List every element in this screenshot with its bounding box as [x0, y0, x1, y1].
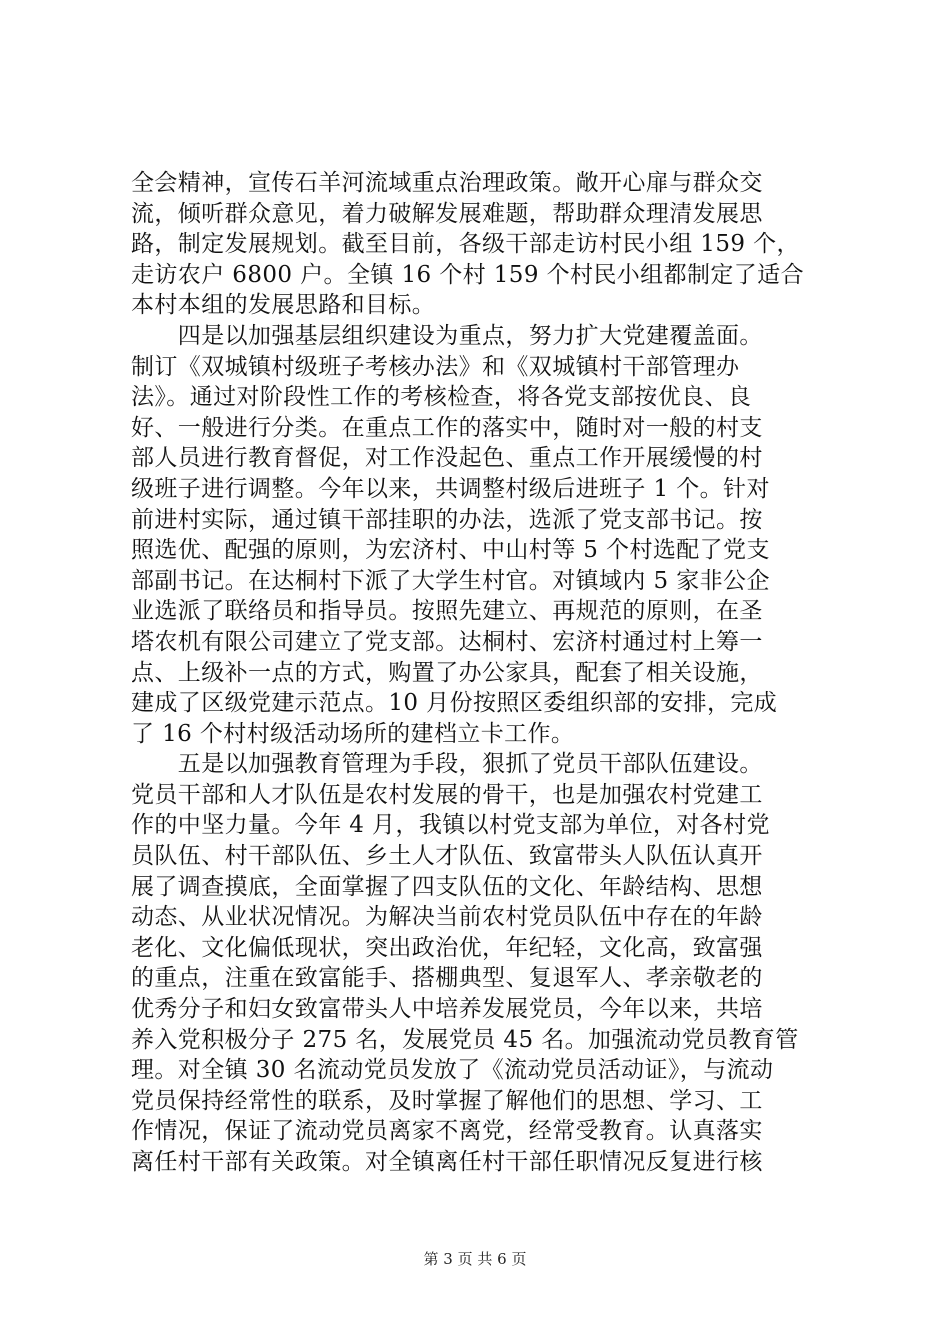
text-line: 动态、从业状况情况。为解决当前农村党员队伍中存在的年龄 — [131, 904, 763, 931]
text-line: 五是以加强教育管理为手段，狠抓了党员干部队伍建设。 — [131, 751, 763, 778]
text-line: 级班子进行调整。今年以来，共调整村级后进班子 1 个。针对 — [131, 475, 770, 502]
text-line: 走访农户 6800 户。全镇 16 个村 159 个村民小组都制定了适合 — [131, 261, 804, 288]
text-line: 员队伍、村干部队伍、乡土人才队伍、致富带头人队伍认真开 — [131, 843, 763, 870]
text-line: 老化、文化偏低现状，突出政治优，年纪轻，文化高，致富强 — [131, 934, 763, 961]
text-line: 本村本组的发展思路和目标。 — [131, 292, 436, 319]
text-line: 优秀分子和妇女致富带头人中培养发展党员，今年以来，共培 — [131, 996, 763, 1023]
text-line: 业选派了联络员和指导员。按照先建立、再规范的原则，在圣 — [131, 598, 763, 625]
text-line: 部副书记。在达桐村下派了大学生村官。对镇域内 5 家非公企 — [131, 567, 770, 594]
text-line: 好、一般进行分类。在重点工作的落实中，随时对一般的村支 — [131, 414, 763, 441]
text-line: 法》。通过对阶段性工作的考核检查，将各党支部按优良、良 — [131, 384, 752, 411]
text-line: 了 16 个村村级活动场所的建档立卡工作。 — [131, 720, 575, 747]
text-line: 离任村干部有关政策。对全镇离任村干部任职情况反复进行核 — [131, 1149, 763, 1175]
text-line: 展了调查摸底，全面掌握了四支队伍的文化、年龄结构、思想 — [131, 873, 763, 900]
text-line: 养入党积极分子 275 名，发展党员 45 名。加强流动党员教育管 — [131, 1026, 799, 1053]
text-line: 制订《双城镇村级班子考核办法》和《双城镇村干部管理办 — [131, 353, 740, 380]
text-line: 照选优、配强的原则，为宏济村、中山村等 5 个村选配了党支 — [131, 537, 770, 564]
text-line: 点、上级补一点的方式，购置了办公家具，配套了相关设施， — [131, 659, 763, 686]
text-line: 四是以加强基层组织建设为重点，努力扩大党建覆盖面。 — [131, 322, 763, 349]
document-body — [131, 168, 831, 1178]
text-line: 部人员进行教育督促，对工作没起色、重点工作开展缓慢的村 — [131, 445, 763, 472]
text-line: 理。对全镇 30 名流动党员发放了《流动党员活动证》，与流动 — [131, 1057, 774, 1084]
text-line: 党员保持经常性的联系，及时掌握了解他们的思想、学习、工 — [131, 1087, 763, 1114]
text-line: 路，制定发展规划。截至目前，各级干部走访村民小组 159 个， — [131, 231, 800, 258]
text-line: 作的中坚力量。今年 4 月，我镇以村党支部为单位，对各村党 — [131, 812, 770, 839]
text-line: 流，倾听群众意见，着力破解发展难题，帮助群众理清发展思 — [131, 200, 763, 227]
text-line: 塔农机有限公司建立了党支部。达桐村、宏济村通过村上筹一 — [131, 628, 763, 655]
text-line: 的重点，注重在致富能手、搭棚典型、复退军人、孝亲敬老的 — [131, 965, 763, 992]
text-line: 作情况，保证了流动党员离家不离党，经常受教育。认真落实 — [131, 1118, 763, 1145]
text-line: 建成了区级党建示范点。10 月份按照区委组织部的安排，完成 — [131, 690, 778, 717]
text-line: 党员干部和人才队伍是农村发展的骨干，也是加强农村党建工 — [131, 781, 763, 808]
text-line: 全会精神，宣传石羊河流域重点治理政策。敞开心扉与群众交 — [131, 170, 763, 196]
text-line: 前进村实际，通过镇干部挂职的办法，选派了党支部书记。按 — [131, 506, 763, 533]
page-footer: 第 3 页 共 6 页 — [423, 1250, 527, 1268]
